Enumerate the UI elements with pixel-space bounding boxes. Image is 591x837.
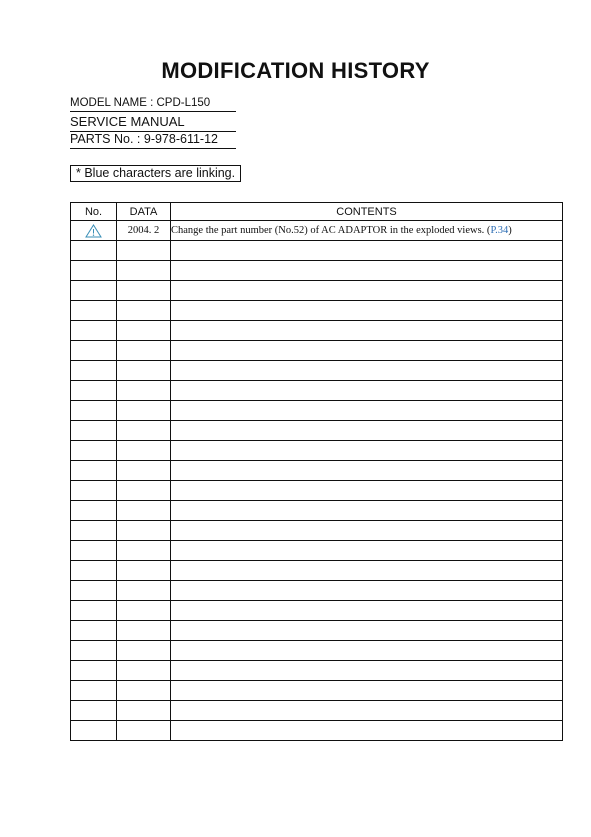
row-no-cell bbox=[71, 681, 117, 701]
row-contents-cell bbox=[171, 601, 563, 621]
row-contents-cell bbox=[171, 361, 563, 381]
row-contents-cell bbox=[171, 501, 563, 521]
row-no-cell bbox=[71, 621, 117, 641]
row-date-cell: 2004. 2 bbox=[117, 221, 171, 241]
row-date-cell bbox=[117, 461, 171, 481]
row-no-cell bbox=[71, 521, 117, 541]
table-row bbox=[71, 541, 563, 561]
row-contents-cell bbox=[171, 301, 563, 321]
row-no-cell bbox=[71, 261, 117, 281]
row-contents-cell bbox=[171, 401, 563, 421]
row-date-cell bbox=[117, 321, 171, 341]
table-row bbox=[71, 381, 563, 401]
row-contents-cell bbox=[171, 561, 563, 581]
row-no-cell bbox=[71, 501, 117, 521]
table-row bbox=[71, 401, 563, 421]
row-date-cell bbox=[117, 661, 171, 681]
row-contents-cell bbox=[171, 261, 563, 281]
row-contents-cell bbox=[171, 241, 563, 261]
row-date-cell bbox=[117, 621, 171, 641]
row-no-cell bbox=[71, 221, 117, 241]
table-row bbox=[71, 321, 563, 341]
row-contents-cell bbox=[171, 221, 563, 241]
table-row bbox=[71, 301, 563, 321]
row-date-cell bbox=[117, 401, 171, 421]
row-no-cell bbox=[71, 581, 117, 601]
row-contents-cell bbox=[171, 541, 563, 561]
row-no-cell bbox=[71, 461, 117, 481]
row-date-cell bbox=[117, 581, 171, 601]
row-no-cell bbox=[71, 301, 117, 321]
row-no-cell bbox=[71, 441, 117, 461]
table-row bbox=[71, 501, 563, 521]
row-date-cell bbox=[117, 381, 171, 401]
row-no-cell bbox=[71, 641, 117, 661]
table-row bbox=[71, 221, 563, 241]
row-no-cell bbox=[71, 281, 117, 301]
row-contents-cell bbox=[171, 441, 563, 461]
row-no-cell bbox=[71, 241, 117, 261]
row-contents-cell bbox=[171, 701, 563, 721]
row-date-cell bbox=[117, 361, 171, 381]
table-row bbox=[71, 241, 563, 261]
row-contents-cell bbox=[171, 381, 563, 401]
row-date-cell bbox=[117, 681, 171, 701]
row-no-cell bbox=[71, 541, 117, 561]
row-date-cell bbox=[117, 261, 171, 281]
row-no-cell bbox=[71, 601, 117, 621]
table-row bbox=[71, 701, 563, 721]
row-date-cell bbox=[117, 641, 171, 661]
table-row bbox=[71, 441, 563, 461]
row-contents-cell bbox=[171, 461, 563, 481]
header-no: No. bbox=[71, 203, 117, 221]
row-contents-cell bbox=[171, 521, 563, 541]
row-no-cell bbox=[71, 561, 117, 581]
row-no-cell bbox=[71, 341, 117, 361]
row-date-cell bbox=[117, 701, 171, 721]
table-row bbox=[71, 721, 563, 741]
table-row bbox=[71, 621, 563, 641]
row-date-cell bbox=[117, 301, 171, 321]
row-no-cell bbox=[71, 721, 117, 741]
table-row bbox=[71, 341, 563, 361]
row-contents-cell bbox=[171, 341, 563, 361]
table-row bbox=[71, 361, 563, 381]
row-date-cell bbox=[117, 241, 171, 261]
parts-number: PARTS No. : 9-978-611-12 bbox=[70, 132, 236, 149]
row-contents-cell bbox=[171, 721, 563, 741]
table-row bbox=[71, 661, 563, 681]
row-contents-cell bbox=[171, 681, 563, 701]
table-row bbox=[71, 481, 563, 501]
row-date-cell bbox=[117, 561, 171, 581]
table-row bbox=[71, 641, 563, 661]
table-row bbox=[71, 601, 563, 621]
row-contents-cell bbox=[171, 661, 563, 681]
table-row bbox=[71, 461, 563, 481]
row-contents-cell bbox=[171, 581, 563, 601]
header-contents: CONTENTS bbox=[171, 203, 563, 221]
row-date-cell bbox=[117, 721, 171, 741]
table-row bbox=[71, 281, 563, 301]
table-header-row bbox=[71, 203, 563, 221]
row-no-cell bbox=[71, 421, 117, 441]
table-row bbox=[71, 521, 563, 541]
row-contents-cell bbox=[171, 321, 563, 341]
document-type: SERVICE MANUAL bbox=[70, 114, 236, 132]
table-row bbox=[71, 561, 563, 581]
row-contents-end: ) bbox=[508, 225, 512, 236]
row-no-cell bbox=[71, 401, 117, 421]
link-note: * Blue characters are linking. bbox=[70, 165, 241, 182]
row-date-cell bbox=[117, 521, 171, 541]
row-date-cell bbox=[117, 541, 171, 561]
row-no-cell bbox=[71, 661, 117, 681]
row-date-cell bbox=[117, 421, 171, 441]
row-date-cell bbox=[117, 441, 171, 461]
row-date-cell bbox=[117, 341, 171, 361]
row-date-cell bbox=[117, 281, 171, 301]
page-title: MODIFICATION HISTORY bbox=[161, 58, 430, 83]
row-no-cell bbox=[71, 701, 117, 721]
row-no-cell bbox=[71, 381, 117, 401]
warning-triangle-icon bbox=[85, 224, 102, 238]
table-row bbox=[71, 261, 563, 281]
row-date-cell bbox=[117, 501, 171, 521]
row-no-cell bbox=[71, 321, 117, 341]
row-no-cell bbox=[71, 481, 117, 501]
page-link[interactable]: P.34 bbox=[490, 225, 509, 236]
row-date-cell bbox=[117, 481, 171, 501]
table-row bbox=[71, 581, 563, 601]
row-contents-cell bbox=[171, 621, 563, 641]
row-contents-cell bbox=[171, 481, 563, 501]
row-contents-cell bbox=[171, 641, 563, 661]
row-contents-cell bbox=[171, 421, 563, 441]
row-no-cell bbox=[71, 361, 117, 381]
modification-table bbox=[70, 202, 563, 741]
header-data: DATA bbox=[117, 203, 171, 221]
row-contents-cell bbox=[171, 281, 563, 301]
row-date-cell bbox=[117, 601, 171, 621]
table-row bbox=[71, 421, 563, 441]
table-row bbox=[71, 681, 563, 701]
model-name: MODEL NAME : CPD-L150 bbox=[70, 97, 236, 112]
row-contents-text: Change the part number (No.52) of AC ADAPTOR in the exploded views. ( bbox=[171, 225, 491, 236]
